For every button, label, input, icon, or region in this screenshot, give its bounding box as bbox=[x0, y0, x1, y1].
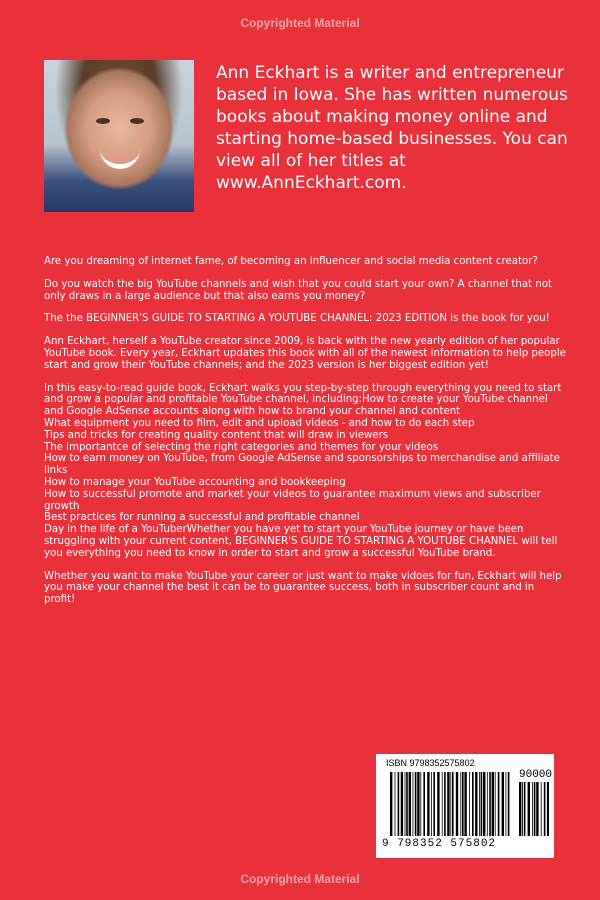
description-paragraph: Are you dreaming of internet fame, of becoming an influencer and social media content creator? bbox=[44, 256, 538, 267]
barcode-bar bbox=[420, 772, 421, 836]
barcode-bar bbox=[427, 772, 429, 836]
feature-line: How to manage your YouTube accounting and bookkeeping bbox=[44, 476, 346, 488]
barcode-bar bbox=[536, 782, 538, 836]
barcode-bar bbox=[532, 782, 533, 836]
isbn-barcode-box bbox=[376, 754, 554, 858]
barcode-bar bbox=[423, 772, 425, 836]
copyright-watermark-bottom: Copyrighted Material bbox=[240, 872, 360, 886]
description-feature-list bbox=[44, 383, 568, 560]
barcode-bar bbox=[524, 782, 526, 836]
book-description bbox=[44, 256, 568, 617]
barcode-bar bbox=[487, 772, 488, 836]
barcode-bar bbox=[442, 772, 443, 836]
description-paragraph: Ann Eckhart, herself a YouTube creator since 2009, is back with the new yearly edition of her popular YouTube book. Every year, Eckhart updates this book with all of the newest information to help people start and grow their YouTube channels; and the 2023 version is her biggest edition yet! bbox=[44, 336, 566, 371]
barcode-bar bbox=[447, 772, 449, 836]
barcode-bar bbox=[464, 772, 466, 836]
author-photo bbox=[44, 60, 194, 212]
barcode-bar bbox=[534, 782, 536, 836]
barcode-bar bbox=[528, 782, 530, 836]
barcode-bar bbox=[502, 772, 504, 836]
barcode-bar bbox=[522, 782, 523, 836]
barcode-bar bbox=[498, 772, 500, 836]
author-bio: Ann Eckhart is a writer and entrepreneur based in Iowa. She has written numerous books about making money online and starting home-based businesses. You can view all of her titles at www.AnnEckhart.com. bbox=[216, 63, 568, 193]
barcode-bar bbox=[544, 782, 546, 836]
barcode-bar bbox=[506, 772, 507, 836]
barcode-bar bbox=[541, 782, 542, 836]
barcode-bar bbox=[452, 772, 454, 836]
barcode-bar bbox=[433, 772, 435, 836]
description-paragraph: Whether you want to make YouTube your career or just want to make vidoes for fun, Eckhart will help you make your channel the best it can be to guarantee success, both in subscriber count and in profit! bbox=[44, 570, 562, 606]
barcode-bar bbox=[444, 772, 446, 836]
barcode-bar bbox=[398, 772, 400, 836]
barcode-digits: 9 798352 575802 bbox=[382, 838, 497, 850]
description-paragraph: The the BEGINNER'S GUIDE TO STARTING A YOUTUBE CHANNEL: 2023 EDITION is the book for you! bbox=[44, 313, 550, 325]
barcode-bar bbox=[431, 772, 432, 836]
barcode-bar bbox=[413, 772, 414, 836]
barcode-bar bbox=[405, 772, 406, 836]
barcode-bar bbox=[483, 772, 485, 836]
price-code: 90000 bbox=[519, 769, 553, 781]
barcode-bar bbox=[456, 772, 458, 836]
barcode-bar bbox=[481, 772, 483, 836]
isbn-label: ISBN 9798352575802 bbox=[386, 758, 475, 768]
barcode-bar bbox=[395, 772, 396, 836]
barcode-bar bbox=[492, 772, 494, 836]
barcode-bar bbox=[508, 772, 510, 836]
description-paragraph: Do you watch the big YouTube channels and wish that you could start your own? A channel that not only draws in a large audience but that also earns you money? bbox=[44, 278, 553, 302]
feature-line: How to successful promote and market your videos to guarantee maximum views and subscriber growth bbox=[44, 488, 541, 512]
barcode-bar bbox=[472, 772, 474, 836]
barcode-bar bbox=[409, 772, 411, 836]
eye-shape bbox=[130, 118, 144, 124]
feature-line: Best practices for running a successful and profitable channel bbox=[44, 512, 360, 524]
barcode-bars bbox=[390, 772, 512, 836]
feature-line: Day in the life of a YouTuberWhether you have yet to start your YouTube journey or have been struggling with your current content, BEGINNER'S GUIDE TO STARTING A YOUTUBE CHANNEL will tell you everything you need to know in order to start and grow a successful YouTube brand. bbox=[44, 524, 558, 559]
barcode-bar bbox=[495, 772, 496, 836]
barcode-bar bbox=[519, 782, 521, 836]
barcode-bar bbox=[450, 772, 451, 836]
copyright-watermark-top: Copyrighted Material bbox=[240, 16, 360, 30]
barcode-addon-bars bbox=[519, 782, 549, 836]
feature-line: Tips and tricks for creating quality content that will draw in viewers bbox=[44, 429, 389, 441]
feature-line: In this easy-to-read guide book, Eckhart walks you step-by-step through everything you need to start and grow a popular and profitable YouTube channel, including:How to create your YouTube channel and Google AdSense accounts along with how to brand your channel and content bbox=[44, 382, 562, 418]
barcode-bar bbox=[390, 772, 392, 836]
barcode-bar bbox=[462, 772, 464, 836]
feature-line: How to earn money on YouTube, from Google AdSense and sponsorships to merchandise and affiliate links bbox=[44, 453, 560, 477]
barcode-bar bbox=[417, 772, 419, 836]
barcode-bar bbox=[415, 772, 417, 836]
barcode-bar bbox=[401, 772, 403, 836]
barcode-bar bbox=[406, 772, 408, 836]
feature-line: The importantce of selecting the right categories and themes for your videos bbox=[44, 441, 439, 453]
eye-shape bbox=[96, 118, 110, 124]
barcode-bar bbox=[489, 772, 491, 836]
smile-shape bbox=[100, 148, 140, 169]
barcode-bar bbox=[469, 772, 470, 836]
barcode-bar bbox=[460, 772, 461, 836]
barcode-bar bbox=[437, 772, 439, 836]
feature-line: What equipment you need to film, edit and upload videos - and how to do each step bbox=[44, 417, 475, 429]
barcode-bar bbox=[479, 772, 480, 836]
barcode-bar bbox=[475, 772, 477, 836]
barcode-bar bbox=[547, 782, 549, 836]
